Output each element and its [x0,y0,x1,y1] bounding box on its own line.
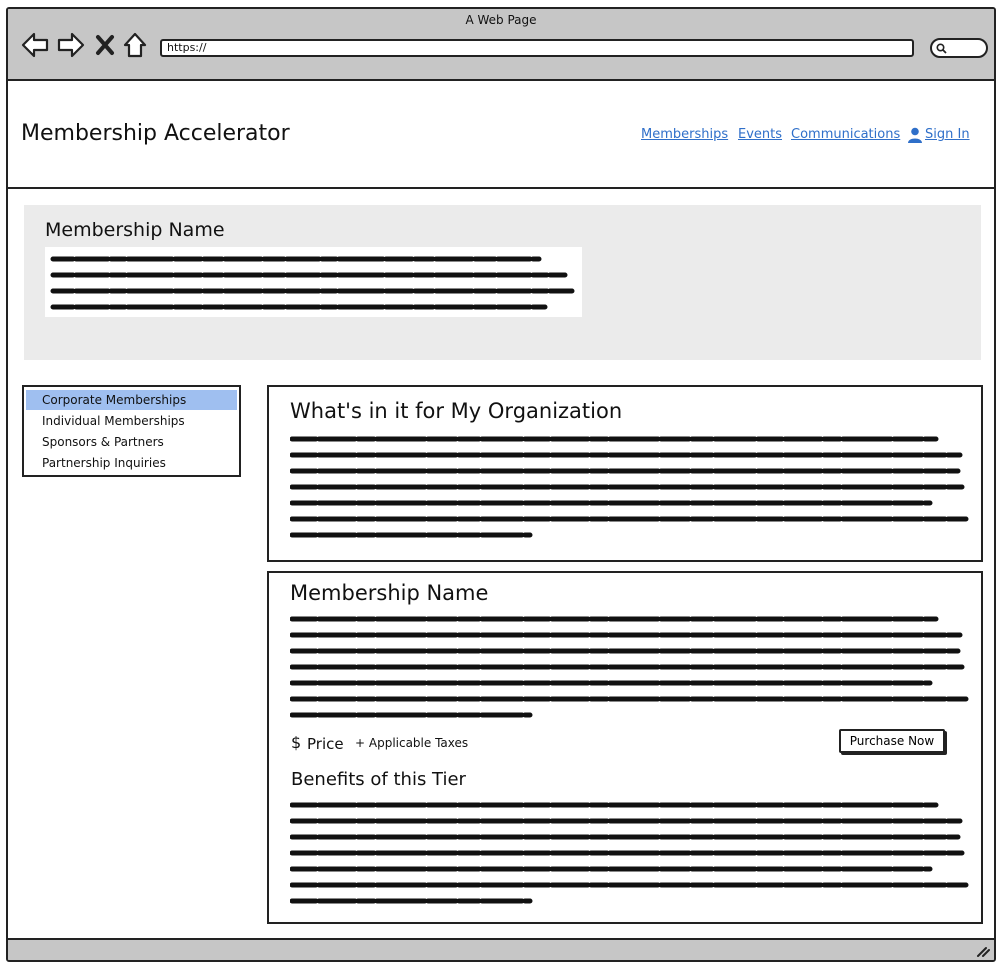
url-input[interactable]: https:// [160,39,914,57]
search-icon [936,43,947,54]
browser-search-box[interactable] [930,38,988,58]
benefits-title: Benefits of this Tier [291,769,466,790]
membership-card-title: Membership Name [290,581,489,605]
browser-statusbar [8,938,994,960]
info-card-title: What's in it for My Organization [290,399,623,423]
hero-placeholder-text [45,247,582,317]
site-title: Membership Accelerator [21,121,290,146]
resize-handle-icon[interactable] [976,945,990,957]
window-title: A Web Page [465,13,537,27]
sidebar-item-individual-memberships[interactable]: Individual Memberships [42,414,185,428]
price-label: Price [307,735,344,753]
close-x-icon[interactable] [94,31,116,59]
nav-link-memberships[interactable]: Memberships [641,127,729,142]
benefits-placeholder-text [290,799,970,911]
browser-window [6,7,996,962]
dollar-icon: $ [291,733,302,752]
nav-link-communications[interactable]: Communications [791,127,901,142]
info-card-placeholder-text [290,433,970,545]
taxes-note: + Applicable Taxes [355,736,469,750]
purchase-now-button[interactable]: Purchase Now [839,729,945,753]
sidebar-item-partnership-inquiries[interactable]: Partnership Inquiries [42,456,166,470]
hero-banner [24,205,981,360]
sidebar-nav [22,385,241,477]
user-icon[interactable] [907,127,923,143]
back-arrow-icon[interactable] [20,31,50,59]
nav-link-sign-in[interactable]: Sign In [925,127,970,142]
sidebar-item-sponsors-partners[interactable]: Sponsors & Partners [42,435,164,449]
info-card [267,385,983,562]
membership-card-placeholder-text [290,613,970,725]
browser-titlebar [8,9,994,81]
sidebar-item-corporate-memberships[interactable]: Corporate Memberships [26,390,237,410]
membership-card [267,571,983,924]
home-icon[interactable] [122,31,148,59]
hero-title: Membership Name [45,219,225,241]
site-header [8,81,994,189]
forward-arrow-icon[interactable] [56,31,86,59]
nav-link-events[interactable]: Events [738,127,783,142]
